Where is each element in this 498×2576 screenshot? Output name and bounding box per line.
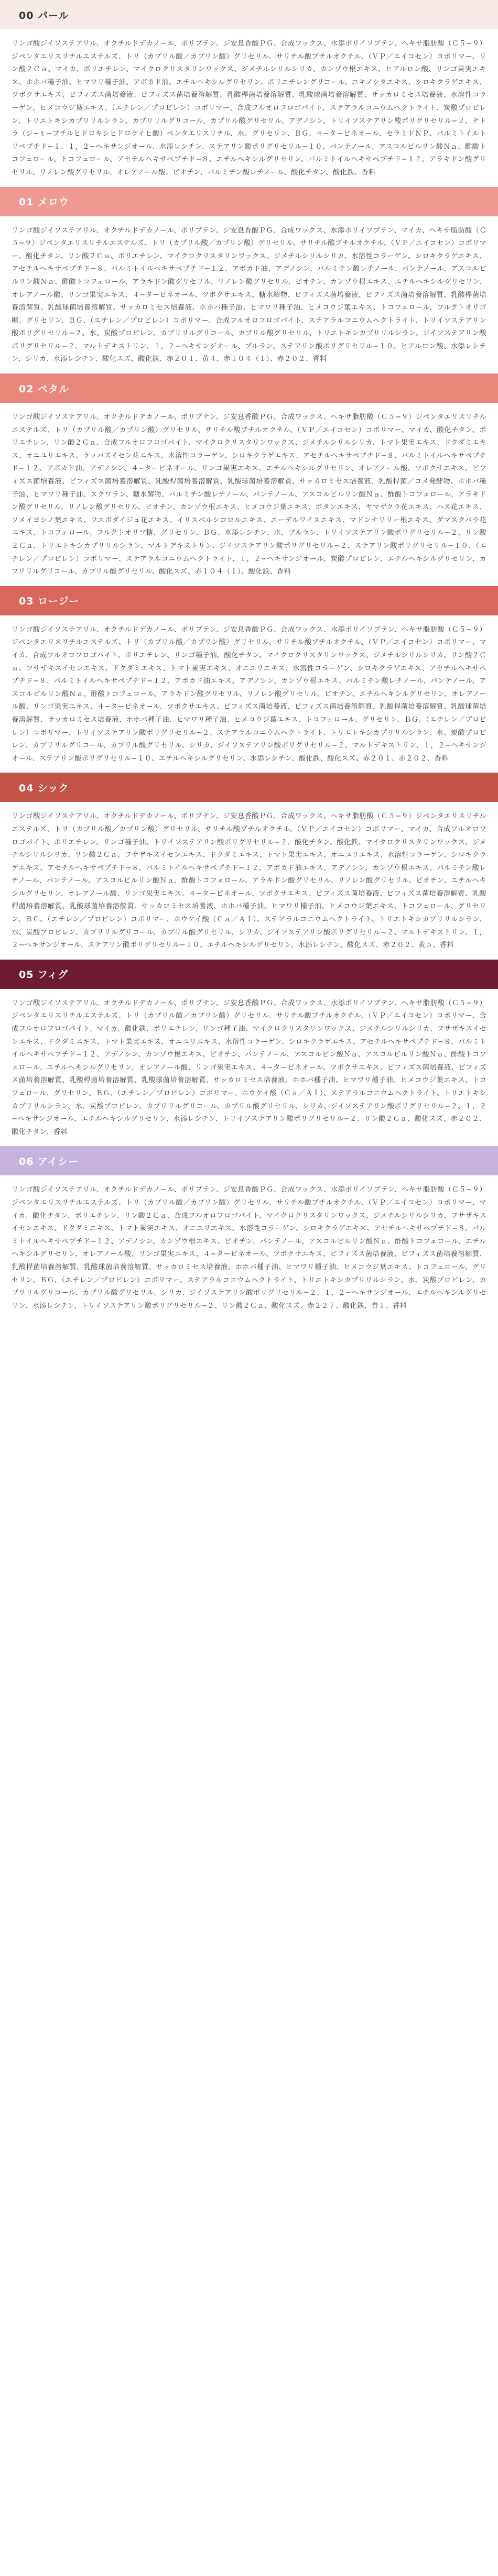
shade-title: 02 ペタル [19,383,70,395]
shade-header [0,187,498,216]
shade-header [0,1146,498,1175]
shade-header [0,773,498,802]
ingredient-text: リンゴ酸ジイソステアリル、オクチルドデカノール、ポリブテン、ジ安息香酸ＰＧ、合成ワックス、ヘキサ脂肪酸（Ｃ５−９）ジペンタエリスリチルエステルズ、トリ（カプリル酸／カプリン酸）グリセリル、サリチル酸ブチルオクチル、（ＶＰ／エイコセン）コポリマー、マイカ、合成フルオロフロゴパイト、ポリエチレン、リンゴ種子油、トリイソステアリン酸ポリグリセリル−２、酸化チタン、酸化鉄、マイクロクリスタリンワックス、ジメチルシリルシリカ、リン酸２Ｃａ、フサザキスイセンエキス、ドクダミエキス、トマト果実エキス、オニユリエキス、水溶性コラーゲン、シロキクラゲエキス、アセチルヘキサペプチド−８、パルミトイルヘキサペプチド−１２、アボカド油エキス、アデノシン、カンゾウ根エキス、パルミチン酸レチノール、パンテノール、アスコルビルリン酸Ｎａ、酢酸トコフェロール、アラキドン酸グリセリル、リノレン酸グリセリル、ビオチン、エチルヘキシルグリセリン、オレアノール酸、リンゴ果実エキス、４−ターピネオール、ツボクサエキス、ビフィズス菌培養液、ビフィズス菌培養溶解質、乳酸桿菌培養溶解質、乳酸球菌培養溶解質、サッカロミセス培養液、ホホバ種子油、ヒマワリ種子油、ヒメコウジ葉エキス、トコフェロール、グリセリン、ＢＧ、（エチレン／プロピレン）コポリマー、ホウケイ酸（Ｃａ／Ａｌ）、ステアラルコニウムヘクトライト、トリエトキシカプリリルシラン、水、炭酸プロピレン、カプリリルグリコール、カプリル酸グリセリル、シリカ、ジイソステアリン酸ポリグリセリル−２、マルトデキストリン、１，２−ヘキサンジオール、ステアリン酸ポリグリセリル−１０、エチルヘキシルグリセリン、水添レシチン、酸化スズ、赤２０２、黄５、香料 [12,812,486,950]
shade-header [0,373,498,403]
shade-section-01 [0,187,498,374]
shade-title: 01 メロウ [19,196,70,208]
shade-header [0,960,498,989]
shade-section-04 [0,773,498,960]
shade-title: 04 シック [19,782,69,794]
ingredient-text: リンゴ酸ジイソステアリル、オクチルドデカノール、ポリブテン、ジ安息香酸ＰＧ、合成ワックス、水添ポリイソブテン、マイカ、ヘキサ脂肪酸（Ｃ５−９）ジペンタエリスリチルエステルズ、トリ（カプリル酸／カプリン酸）グリセリル、サリチル酸ブチルオクチル、（ＶＰ／エイコセン）コポリマー、酸化チタン、リン酸２Ｃａ、ポリエチレン、マイクロクリスタリンワックス、ジメチルシリルシリカ、水溶性コラーゲン、シロキクラゲエキス、アセチルヘキサペプチド−８、パルミトイルヘキサペプチド−１２、アボカド油、アデノシン、パルミチン酸レチノール、パンテノール、アスコルビルリン酸Ｎａ、酢酸トコフェロール、アラキドン酸グリセリル、リノレン酸グリセリル、ビオチン、カンゾウ根エキス、エチルヘキシルグリセリン、オレアノール酸、リンゴ果実エキス、４−ターピネオール、ツボクサエキス、糖水解物、ビフィズス菌培養液、ビフィズス菌培養溶解質、乳酸桿菌培養溶解質、乳酸球菌培養溶解質、サッカロミセス培養液、ホホバ種子油、ヒマワリ種子油、ヒメコウジ葉エキス、トコフェロール、フルクトオリゴ糖、グリセリン、ＢＧ、（エチレン／プロピレン）コポリマー、合成フルオロフロゴパイト、ステアラルコニウムヘクトライト、トリイソステアリン酸ポリグリセリル−２、水、炭酸プロピレン、カプリリルグリコール、カプリル酸グリセリル、トリエトキシカプリリルシラン、ジイソステアリン酸ポリグリセリル−２、マルトデキストリン、１，２−ヘキサンジオール、プルラン、ステアリン酸ポリグリセリル−１０、ヒアルロン酸、水添レシチン、シリカ、水添レシチン、酸化スズ、酸化鉄、赤２０１、黄４、赤１０４（１）、赤２０２、香料 [12,226,486,364]
shade-title: 03 ロージー [19,596,80,608]
shade-title: 05 フィグ [19,969,69,981]
shade-section-00 [0,0,498,187]
ingredient-text: リンゴ酸ジイソステアリル、オクチルドデカノール、ポリブテン、ジ安息香酸ＰＧ、合成ワックス、水添ポリイソブテン、ヘキサ脂肪酸（Ｃ５−９）ジペンタエリスリチルエステルズ、トリ（カプリル酸／カプリン酸）グリセリル、サリチル酸ブチルオクチル、（ＶＰ／エイコセン）コポリマー、マイカ、酸化チタン、ポリエチレン、リン酸２Ｃａ、合成フルオロフロゴパイト、マイクロクリスタリンワックス、ジメチルシリルシリカ、フサザキスイセンエキス、ドクダミエキス、トマト果実エキス、オニユリエキス、水溶性コラーゲン、シロキクラゲエキス、アセチルヘキサペプチド−８、パルミトイルヘキサペプチド−１２、アデノシン、カンゾウ根エキス、ビオチン、パンテノール、アスコルビルリン酸Ｎａ、酢酸トコフェロール、エチルヘキシルグリセリン、オレアノール酸、リンゴ果実エキス、４−ターピネオール、ツボクサエキス、ビフィズス菌培養液、ビフィズス菌培養溶解質、乳酸桿菌培養溶解質、乳酸球菌培養溶解質、サッカロミセス培養液、ホホバ種子油、ヒマワリ種子油、ヒメコウジ葉エキス、トコフェロール、グリセリン、ＢＧ、（エチレン／プロピレン）コポリマー、ステアラルコニウムヘクトライト、トリエトキシカプリリルシラン、水、炭酸プロピレン、カプリリルグリコール、カプリル酸グリセリル、シリカ、ジイソステアリン酸ポリグリセリル−２、１，２−ヘキサンジオール、エチルヘキシルグリセリン、水添レシチン、トリイソステアリン酸ポリグリセリル−２、リン酸２Ｃａ、酸化スズ、赤２２７、酸化鉄、青１、香料 [12,1186,486,1310]
shade-section-06 [0,1146,498,1320]
ingredient-text: リンゴ酸ジイソステアリル、オクチルドデカノール、ポリブテン、ジ安息香酸ＰＧ、合成ワックス、水添ポリイソブテン、ヘキサ脂肪酸（Ｃ５−９）ジペンタエリスリチルエステルズ、トリ（カプリル酸／カプリン酸）グリセリル、サリチル酸ブチルオクチル、（ＶＰ／エイコセン）コポリマー、マイカ、合成フルオロフロゴパイト、ポリエチレン、リンゴ種子油、酸化チタン、マイクロクリスタリンワックス、ジメチルシリルシリカ、リン酸２Ｃａ、フサザキスイセンエキス、ドクダミエキス、トマト果実エキス、オニユリエキス、水溶性コラーゲン、シロキクラゲエキス、アセチルヘキサペプチド−８、パルミトイルヘキサペプチド−１２、アボカド油エキス、アデノシン、カンゾウ根エキス、パルミチン酸レチノール、パンテノール、アスコルビルリン酸Ｎａ、酢酸トコフェロール、アラキドン酸グリセリル、リノレン酸グリセリル、ビオチン、エチルヘキシルグリセリン、オレアノール酸、リンゴ果実エキス、４−ターピネオール、ツボクサエキス、ビフィズス菌培養液、ビフィズス菌培養溶解質、乳酸桿菌培養溶解質、乳酸球菌培養溶解質、サッカロミセス培養液、ホホバ種子油、ヒマワリ種子油、ヒメコウジ葉エキス、トコフェロール、グリセリン、ＢＧ、（エチレン／プロピレン）コポリマー、トリイソステアリン酸ポリグリセリル−２、ステアラルコニウムヘクトライト、トリエトキシカプリリルシラン、水、炭酸プロピレン、カプリリルグリコール、カプリル酸グリセリル、シリカ、ジイソステアリン酸ポリグリセリル−２、マルトデキストリン、１，２−ヘキサンジオール、ステアリン酸ポリグリセリル−１０、エチルヘキシルグリセリン、水添レシチン、酸化鉄、酸化スズ、赤２０１、赤２０２、香料 [12,625,486,763]
ingredient-text: リンゴ酸ジイソステアリル、オクチルドデカノール、ポリブテン、ジ安息香酸ＰＧ、合成ワックス、ヘキサ脂肪酸（Ｃ５−９）ジペンタエリスリチルエステルズ、トリ（カプリル酸／カプリン酸）グリセリル、サリチル酸ブチルオクチル、（ＶＰ／エイコセン）コポリマー、マイカ、酸化チタン、ポリエチレン、リン酸２Ｃａ、合成フルオロフロゴパイト、マイクロクリスタリンワックス、ジメチルシリルシリカ、トマト果実エキス、ドクダミエキス、オニユリエキス、ラッパズイセン花エキス、水溶性コラーゲン、シロキクラゲエキス、アセチルヘキサペプチド−８、パルミトイルヘキサペプチド−１２、アボカド油、アデノシン、４−ターピネオール、リンゴ果実エキス、エチルヘキシルグリセリン、オレアノール酸、ツボクサエキス、ビフィズス菌培養液、ビフィズス菌培養溶解質、乳酸桿菌培養溶解質、乳酸球菌培養溶解質、サッカロミセス培養液、乳酸桿菌／コメ発酵物、ホホバ種子油、ヒマワリ種子油、スクワラン、糖水解物、パルミチン酸レチノール、パンテノール、アスコルビルリン酸Ｎａ、酢酸トコフェロール、アラキドン酸グリセリル、リノレン酸グリセリル、ビオチン、カンゾウ根エキス、ヒメコウジ葉エキス、ボタンエキス、ヤマザクラ花エキス、ハス花エキス、ソメイヨシノ葉エキス、フユボダイジュ花エキス、イリスベルシコロルエキス、エーデルワイスエキス、マドンナリリー根エキス、ダマスクバラ花エキス、トコフェロール、フルクトオリゴ糖、グリセリン、ＢＧ、水添レシチン、水、プルラン、トリイソステアリン酸ポリグリセリル−２、リン酸２Ｃａ、トリエトキシカプリリルシラン、マルトデキストリン、ジイソステアリン酸ポリグリセリル−２、ステアリン酸ポリグリセリル−１０、（エチレン／プロピレン）コポリマー、ステアラルコニウムヘクトライト、１，２−ヘキサンジオール、炭酸プロピレン、エチルヘキシルグリセリン、カプリリルグリコール、カプリル酸グリセリル、酸化スズ、赤１０４（１）、酸化鉄、香料 [12,413,486,576]
ingredient-text: リンゴ酸ジイソステアリル、オクチルドデカノール、ポリブテン、ジ安息香酸ＰＧ、合成ワックス、水添ポリイソブテン、ヘキサ脂肪酸（Ｃ５−９）ジペンタエリスリチルエステルズ、トリ（カプリル酸／カプリン酸）グリセリル、サリチル酸ブチルオクチル、（ＶＰ／エイコセン）コポリマー、合成フルオロフロゴパイト、マイカ、酸化鉄、ポリエチレン、リンゴ種子油、マイクロクリスタリンワックス、ジメチルシリルシリカ、フサザキスイセンエキス、ドクダミエキス、トマト果実エキス、オニユリエキス、水溶性コラーゲン、シロキクラゲエキス、アセチルヘキサペプチド−８、パルミトイルヘキサペプチド−１２、アデノシン、カンゾウ根エキス、ビオチン、パンテノール、アスコルビン酸Ｎａ、アスコルビルリン酸Ｎａ、酢酸トコフェロール、エチルヘキシルグリセリン、オレアノール酸、リンゴ果実エキス、４−ターピネオール、ツボクサエキス、ビフィズス菌培養液、ビフィズス菌培養溶解質、乳酸桿菌培養溶解質、乳酸球菌培養溶解質、サッカロミセス培養液、ホホバ種子油、ヒマワリ種子油、ヒメコウジ葉エキス、トコフェロール、グリセリン、ＢＧ、（エチレン／プロピレン）コポリマー、ホウケイ酸（Ｃａ／Ａｌ）、ステアラルコニウムヘクトライト、トリエトキシカプリリルシラン、水、炭酸プロピレン、カプリリルグリコール、カプリル酸グリセリル、シリカ、ジイソステアリン酸ポリグリセリル−２、１，２−ヘキサンジオール、エチルヘキシルグリセリン、水添レシチン、トリイソステアリン酸ポリグリセリル−２、リン酸２Ｃａ、酸化スズ、赤２０２、酸化チタン、香料 [12,999,486,1136]
shade-section-02 [0,373,498,586]
ingredient-text: リンゴ酸ジイソステアリル、オクチルドデカノール、ポリブテン、ジ安息香酸ＰＧ、合成ワックス、水添ポリイソブテン、ヘキサ脂肪酸（Ｃ５−９）ジペンタエリスリチルエステルズ、トリ（カプリル酸／カプリン酸）グリセリル、サリチル酸ブチルオクチル、（ＶＰ／エイコセン）コポリマー、リン酸２Ｃａ、マイカ、ポリエチレン、マイクロクリスタリンワックス、ジメチルシリルシリカ、カンゾウ根エキス、ヒアルロン酸、リンゴ果実エキス、ホホバ種子油、ヒマワリ種子油、アボカド油、エチルヘキシルグリセリン、ポリエチレングリコール、ユキノシタエキス、シロキクラゲエキス、ツボクサエキス、ビフィズス菌培養液、ビフィズス菌培養溶解質、乳酸桿菌培養溶解質、乳酸球菌培養溶解質、サッカロミセス培養液、水溶性コラーゲン、ヒメコウジ葉エキス、（エチレン／プロピレン）コポリマー、合成フルオロフロゴパイト、ステアラルコニウムヘクトライト、炭酸プロピレン、トリエトキシカプリリルシラン、カプリリルグリコール、カプリル酸グリセリル、アデノシン、トリイソステアリン酸ポリグリセリル−２、テトラ（ジ−ｔ−ブチルヒドロキシヒドロケイヒ酸）ペンタエリスリチル、水、グリセリン、ＢＧ、４−ターピネオール、セラミドＮＰ、パルミトイルトリペプチド−１、１，２−ヘキサンジオール、水添レシチン、ステアリン酸ポリグリセリル−１０、パンテノール、アスコルビルリン酸Ｎａ、酢酸トコフェロール、トコフェロール、アセチルヘキサペプチド−８、エチルヘキシルグリセリン、パルミトイルヘキサペプチド−１２、アラキドン酸グリセリル、リノレン酸グリセリル、オレアノール酸、ビオチン、パルミチン酸レチノール、酸化チタン、酸化鉄、香料 [12,40,486,177]
shade-title: 00 パール [19,9,69,21]
shade-title: 06 アイシー [19,1155,79,1168]
shade-header [0,586,498,615]
shade-header [0,0,498,29]
shade-section-03 [0,586,498,773]
shade-section-05 [0,960,498,1147]
